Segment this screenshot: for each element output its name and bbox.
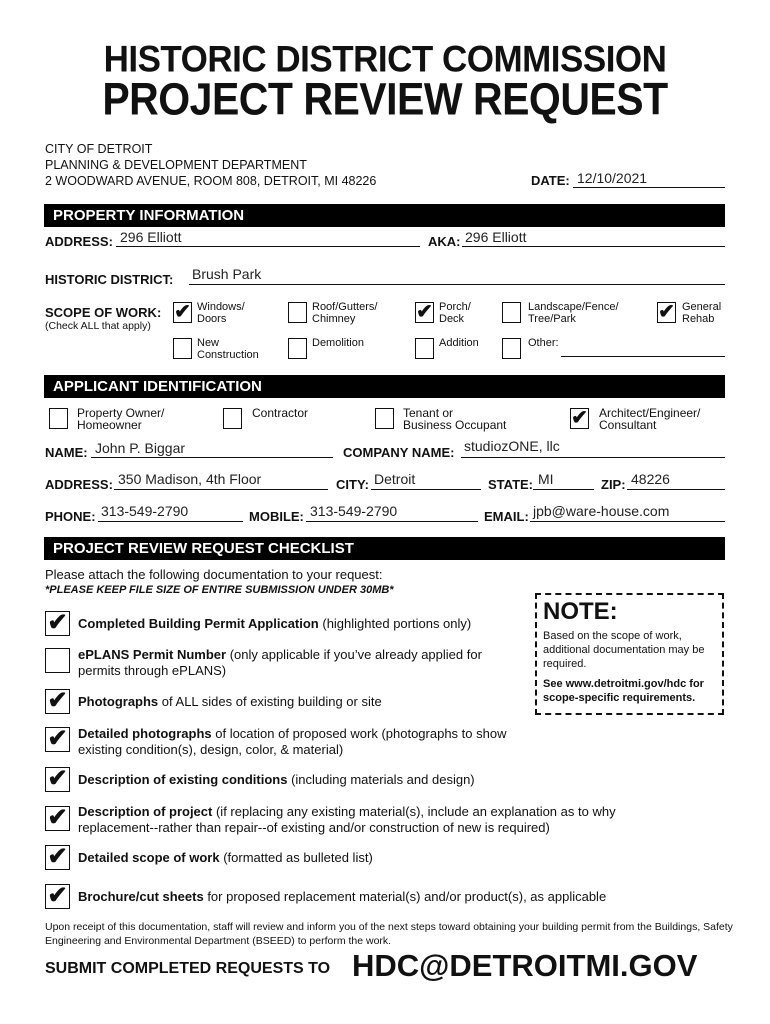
scope-checkbox-addition[interactable] [415,338,434,359]
checklist-checkbox-existing-conditions[interactable]: ✔ [45,767,70,792]
aka-value: 296 Elliott [465,229,527,245]
aka-label: AKA: [428,234,461,249]
applicant-checkbox-owner[interactable] [49,408,68,429]
scope-other-field[interactable] [561,343,725,357]
scope-label-other: Other: [528,337,559,349]
historic-district-value: Brush Park [192,266,262,282]
company-name-label: COMPANY NAME: [343,445,455,460]
date-label: DATE: [531,173,570,188]
checklist-intro: Please attach the following documentation to your request: [45,567,383,582]
city-value: Detroit [374,471,416,487]
applicant-label-contractor: Contractor [252,406,309,420]
checklist-checkbox-scope-of-work[interactable]: ✔ [45,845,70,870]
mobile-value: 313-549-2790 [310,503,398,519]
phone-value: 313-549-2790 [101,503,189,519]
dept-street: 2 WOODWARD AVENUE, ROOM 808, DETROIT, MI 48226 [45,174,377,188]
scope-checkbox-landscape[interactable] [502,302,521,323]
scope-checkbox-roof[interactable] [288,302,307,323]
checklist-item-scope-of-work: Detailed scope of work (formatted as bulleted list) [78,850,373,865]
state-label: STATE: [488,477,534,492]
scope-checkbox-demolition[interactable] [288,338,307,359]
name-label: NAME: [45,445,88,460]
zip-value: 48226 [631,471,670,487]
scope-label-addition: Addition [439,337,479,349]
checklist-item-building-permit: Completed Building Permit Application (highlighted portions only) [78,616,472,631]
checklist-section-header: PROJECT REVIEW REQUEST CHECKLIST [44,537,725,560]
phone-label: PHONE: [45,509,96,524]
dept-name: PLANNING & DEVELOPMENT DEPARTMENT [45,158,307,172]
applicant-checkbox-tenant[interactable] [375,408,394,429]
note-box [535,593,724,715]
file-size-warning: *PLEASE KEEP FILE SIZE OF ENTIRE SUBMISSION UNDER 30MB* [45,584,394,596]
checklist-item-existing-conditions: Description of existing conditions (including materials and design) [78,772,475,787]
property-address-value: 296 Elliott [120,229,182,245]
checklist-item-photographs: Photographs of ALL sides of existing building or site [78,694,382,709]
dept-city: CITY OF DETROIT [45,142,153,156]
date-value: 12/10/2021 [577,170,648,186]
submit-email[interactable]: HDC@DETROITMI.GOV [352,948,698,983]
footer-text: Upon receipt of this documentation, staff will review and inform you of the next steps toward obtaining your building permit from the Buildings, Safety Engineering and Environmental Department (BSEED) to perform the work. [45,921,733,947]
applicant-section-header: APPLICANT IDENTIFICATION [44,375,725,398]
checklist-item-detailed-photographs: Detailed photographs of location of proposed work (photographs to show existing condition(s), design, color, & material) [78,726,507,757]
checklist-item-brochure: Brochure/cut sheets for proposed replacement material(s) and/or product(s), as applicable [78,889,607,904]
scope-label-general-rehab: General Rehab [682,301,722,325]
note-text: Based on the scope of work, additional documentation may be required. [543,630,705,670]
historic-district-label: HISTORIC DISTRICT: [45,272,174,287]
checklist-checkbox-project-description[interactable]: ✔ [45,806,70,831]
form-title-line1: HISTORIC DISTRICT COMMISSION [103,39,667,80]
checklist-checkbox-detailed-photographs[interactable]: ✔ [45,727,70,752]
checklist-checkbox-building-permit[interactable]: ✔ [45,611,70,636]
scope-label-landscape: Landscape/Fence/ Tree/Park [528,301,619,325]
city-label: CITY: [336,477,369,492]
scope-hint: (Check ALL that apply) [45,320,151,332]
scope-checkbox-other[interactable] [502,338,521,359]
scope-label-windows-doors: Windows/ Doors [197,301,245,325]
applicant-label-tenant: Tenant or Business Occupant [403,406,507,432]
scope-label-porch-deck: Porch/ Deck [439,301,471,325]
scope-checkbox-porch-deck[interactable]: ✔ [416,301,433,323]
mobile-label: MOBILE: [249,509,304,524]
scope-label-new-construction: New Construction [197,337,259,361]
applicant-label-owner: Property Owner/ Homeowner [77,406,165,432]
email-value: jpb@ware-house.com [533,503,670,519]
checklist-checkbox-photographs[interactable]: ✔ [45,689,70,714]
scope-label-roof: Roof/Gutters/ Chimney [312,301,378,325]
checklist-item-eplans: ePLANS Permit Number (only applicable if you’ve already applied for permits through ePLANS) [78,647,482,678]
scope-checkbox-new-construction[interactable] [173,338,192,359]
checklist-checkbox-brochure[interactable]: ✔ [45,884,70,909]
historic-district-field[interactable] [189,269,725,285]
note-link-text: See www.detroitmi.gov/hdc for scope-specific requirements. [543,678,704,704]
applicant-label-architect: Architect/Engineer/ Consultant [599,406,701,432]
company-name-value: studiozONE, llc [464,438,560,454]
applicant-address-label: ADDRESS: [45,477,113,492]
applicant-checkbox-architect[interactable]: ✔ [571,407,588,429]
property-section-header: PROPERTY INFORMATION [44,204,725,227]
submit-label: SUBMIT COMPLETED REQUESTS TO [45,960,331,977]
applicant-checkbox-contractor[interactable] [223,408,242,429]
note-title: NOTE: [543,598,618,625]
property-address-label: ADDRESS: [45,234,113,249]
checklist-item-project-description: Description of project (if replacing any existing material(s), include an explanation as to why replacement--rather than repair--of existing and/or construction of new is required) [78,804,616,835]
department-address [45,141,376,189]
applicant-address-value: 350 Madison, 4th Floor [118,471,262,487]
scope-checkbox-windows-doors[interactable]: ✔ [174,301,191,323]
zip-label: ZIP: [601,477,626,492]
form-title-line2: PROJECT REVIEW REQUEST [102,73,668,125]
state-value: MI [538,471,554,487]
checklist-checkbox-eplans[interactable] [45,648,70,673]
scope-checkbox-general-rehab[interactable]: ✔ [658,301,675,323]
scope-label-demolition: Demolition [312,337,364,349]
scope-of-work-label: SCOPE OF WORK: [45,305,162,320]
email-label: EMAIL: [484,509,529,524]
name-value: John P. Biggar [95,440,186,456]
